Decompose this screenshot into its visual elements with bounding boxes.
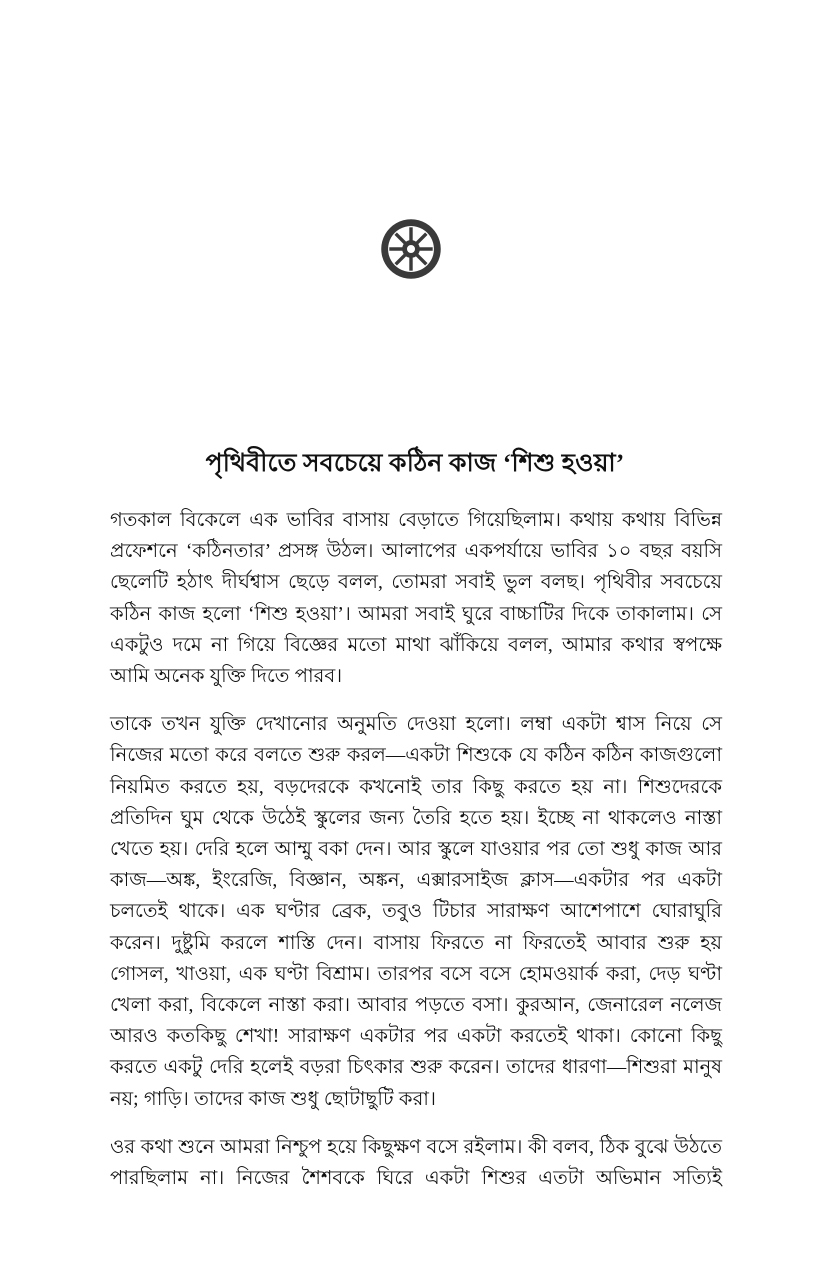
paragraph-3: ওর কথা শুনে আমরা নিশ্চুপ হয়ে কিছুক্ষণ বসে রইলাম। কী বলব, ঠিক বুঝে উঠতে পারছিলাম না। নিজের শৈশবকে ঘিরে একটা শিশুর এতটা অভিমান সত্যিই (110, 1136, 722, 1190)
paragraph-1: গতকাল বিকেলে এক ভাবির বাসায় বেড়াতে গিয়েছিলাম। কথায় কথায় বিভিন্ন প্রফেশনে ‘কঠিনতার’ প্রসঙ্গ উঠল। আলাপের একপর্যায়ে ভাবির ১০ বছর বয়সি ছেলেটি হঠাৎ দীর্ঘশ্বাস ছেড়ে বলল, তোমরা সবাই ভুল বলছ। পৃথিবীর সবচেয়ে কঠিন কাজ হলো ‘শিশু হওয়া’। আমরা সবাই ঘুরে বাচ্চাটির দিকে তাকালাম। সে একটুও দমে না গিয়ে বিজ্ঞের মতো মাথা ঝাঁকিয়ে বলল, আমার কথার স্বপক্ষে আমি অনেক যুক্তি দিতে পারব। (110, 510, 722, 688)
page-title: পৃথিবীতে সবচেয়ে কঠিন কাজ ‘শিশু হওয়া’ (205, 449, 625, 477)
body-text-column (110, 505, 722, 1194)
wheel-rosette-ornament-icon (380, 218, 442, 280)
paragraph-2: তাকে তখন যুক্তি দেখানোর অনুমতি দেওয়া হলো। লম্বা একটা শ্বাস নিয়ে সে নিজের মতো করে বলতে শুরু করল—একটা শিশুকে যে কঠিন কঠিন কাজগুলো নিয়মিত করতে হয়, বড়দেরকে কখনোই তার কিছু করতে হয় না। শিশুদেরকে প্রতিদিন ঘুম থেকে উঠেই স্কুলের জন্য তৈরি হতে হয়। ইচ্ছে না থাকলেও নাস্তা খেতে হয়। দেরি হলে আম্মু বকা দেন। আর স্কুলে যাওয়ার পর তো শুধু কাজ আর কাজ—অঙ্ক, ইংরেজি, বিজ্ঞান, অঙ্কন, এক্সারসাইজ ক্লাস—একটার পর একটা চলতেই থাকে। এক ঘণ্টার ব্রেক, তবুও টিচার সারাক্ষণ আশেপাশে ঘোরাঘুরি করেন। দুষ্টুমি করলে শাস্তি দেন। বাসায় ফিরতে না ফিরতেই আবার শুরু হয় গোসল, খাওয়া, এক ঘণ্টা বিশ্রাম। তারপর বসে বসে হোমওয়ার্ক করা, দেড় ঘণ্টা খেলা করা, বিকেলে নাস্তা করা। আবার পড়তে বসা। কুরআন, জেনারেল নলেজ আরও কতকিছু শেখা! সারাক্ষণ একটার পর একটা করতেই থাকা। কোনো কিছু করতে একটু দেরি হলেই বড়রা চিৎকার শুরু করেন। তাদের ধারণা—শিশুরা মানুষ নয়; গাড়ি। তাদের কাজ শুধু ছোটাছুটি করা। (110, 714, 722, 1110)
ornament-container (0, 218, 822, 280)
